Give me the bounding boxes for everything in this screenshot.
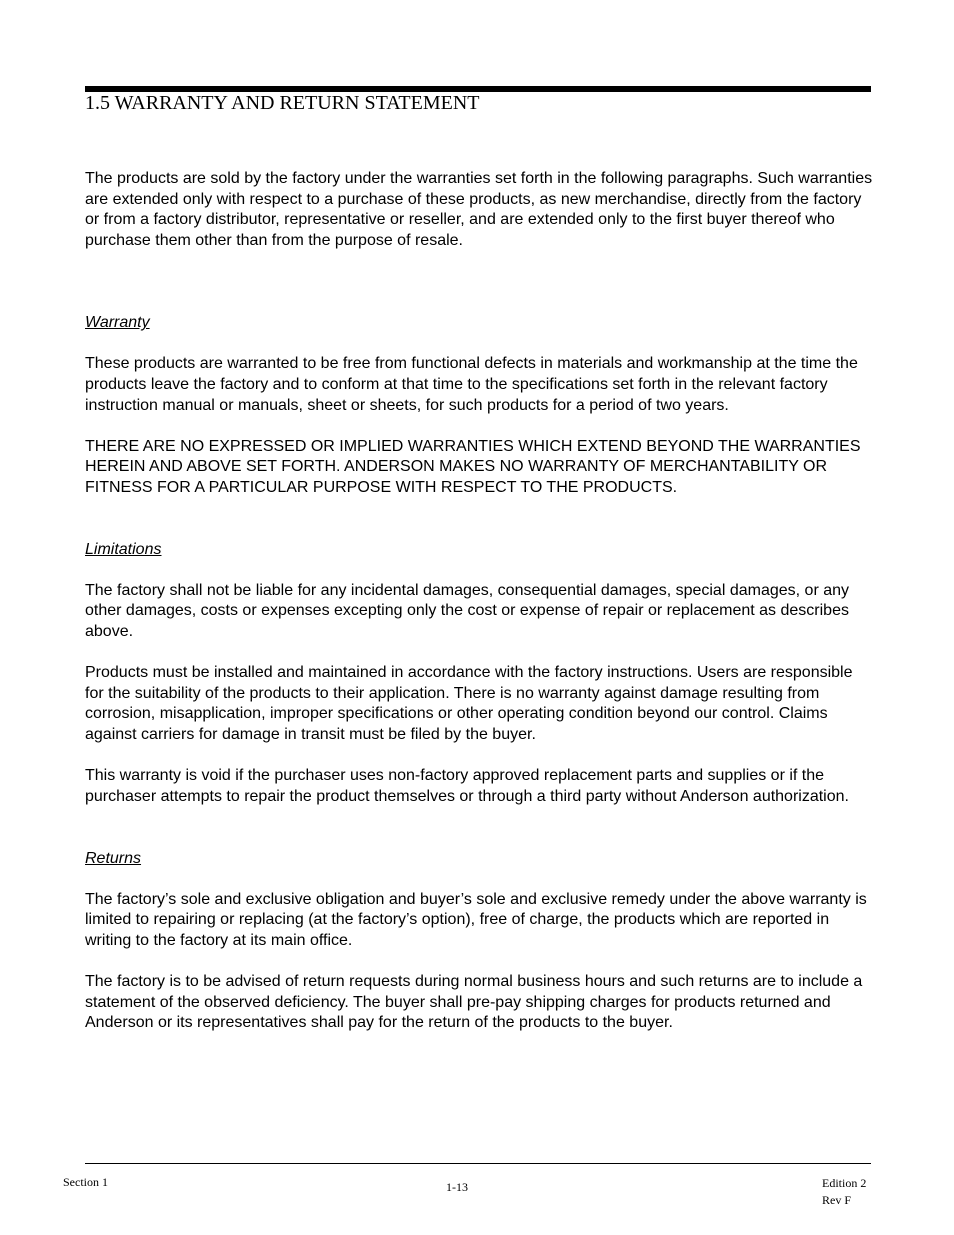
warranty-paragraph: These products are warranted to be free from functional defects in materials and workmanship at the time the products leave the factory and to conform at that time to the specifications set forth in the relevant factory instruction manual or manuals, sheet or sheets, for such products for a period of two years.: [85, 355, 858, 414]
footer-section: Section 1: [63, 1175, 108, 1189]
returns-heading: Returns: [85, 849, 142, 867]
footer-edition-block: [822, 1175, 866, 1209]
footer-revision: Rev F: [822, 1193, 852, 1207]
limitations-heading: Limitations: [85, 540, 162, 558]
page-title: 1.5 WARRANTY AND RETURN STATEMENT: [85, 92, 480, 114]
warranty-heading: Warranty: [85, 314, 150, 332]
footer-page-number: 1-13: [446, 1180, 468, 1194]
returns-paragraph: The factory’s sole and exclusive obligation and buyer’s sole and exclusive remedy under the above warranty is limited to repairing or replacing (at the factory’s option), free of charge, the products which are reported in writing to the factory at its main office.: [85, 890, 867, 949]
document-body: [85, 169, 875, 1034]
limitations-paragraph: The factory shall not be liable for any incidental damages, consequential damages, special damages, or any other damages, costs or expenses excepting only the cost or expense of repair or replacement as describes above.: [85, 581, 850, 641]
limitations-paragraph: Products must be installed and maintained in accordance with the factory instructions. Users are responsible for the suitability of the products to their application. There is no warranty against damage resulting from corrosion, misapplication, improper specifications or other operating condition beyond our control. Claims against carriers for damage in transit must be filed by the buyer.: [85, 664, 853, 744]
footer-edition: Edition 2: [822, 1176, 867, 1190]
intro-paragraph: The products are sold by the factory under the warranties set forth in the following paragraphs. Such warranties are extended only with respect to a purchase of these products, as new merchandise, directly from the factory or from a factory distributor, representative or reseller, and are extended only to the first buyer thereof who purchase them other than from the purpose of resale.: [85, 170, 873, 249]
limitations-paragraph: This warranty is void if the purchaser uses non-factory approved replacement parts and supplies or if the purchaser attempts to repair the product themselves or through a third party without Anderson authorization.: [85, 767, 849, 805]
footer-rule: [85, 1163, 871, 1164]
returns-paragraph: The factory is to be advised of return requests during normal business hours and such returns are to include a statement of the observed deficiency. The buyer shall pre-pay shipping charges for products returned and Anderson or its representatives shall pay for the return of the products to the buyer.: [85, 973, 863, 1032]
warranty-disclaimer-paragraph: THERE ARE NO EXPRESSED OR IMPLIED WARRANTIES WHICH EXTEND BEYOND THE WARRANTIES HEREIN AND ABOVE SET FORTH. ANDERSON MAKES NO WARRANTY OF MERCHANTABILITY OR FITNESS FOR A PARTICULAR PURPOSE WITH RESPECT TO THE PRODUCTS.: [85, 437, 861, 496]
